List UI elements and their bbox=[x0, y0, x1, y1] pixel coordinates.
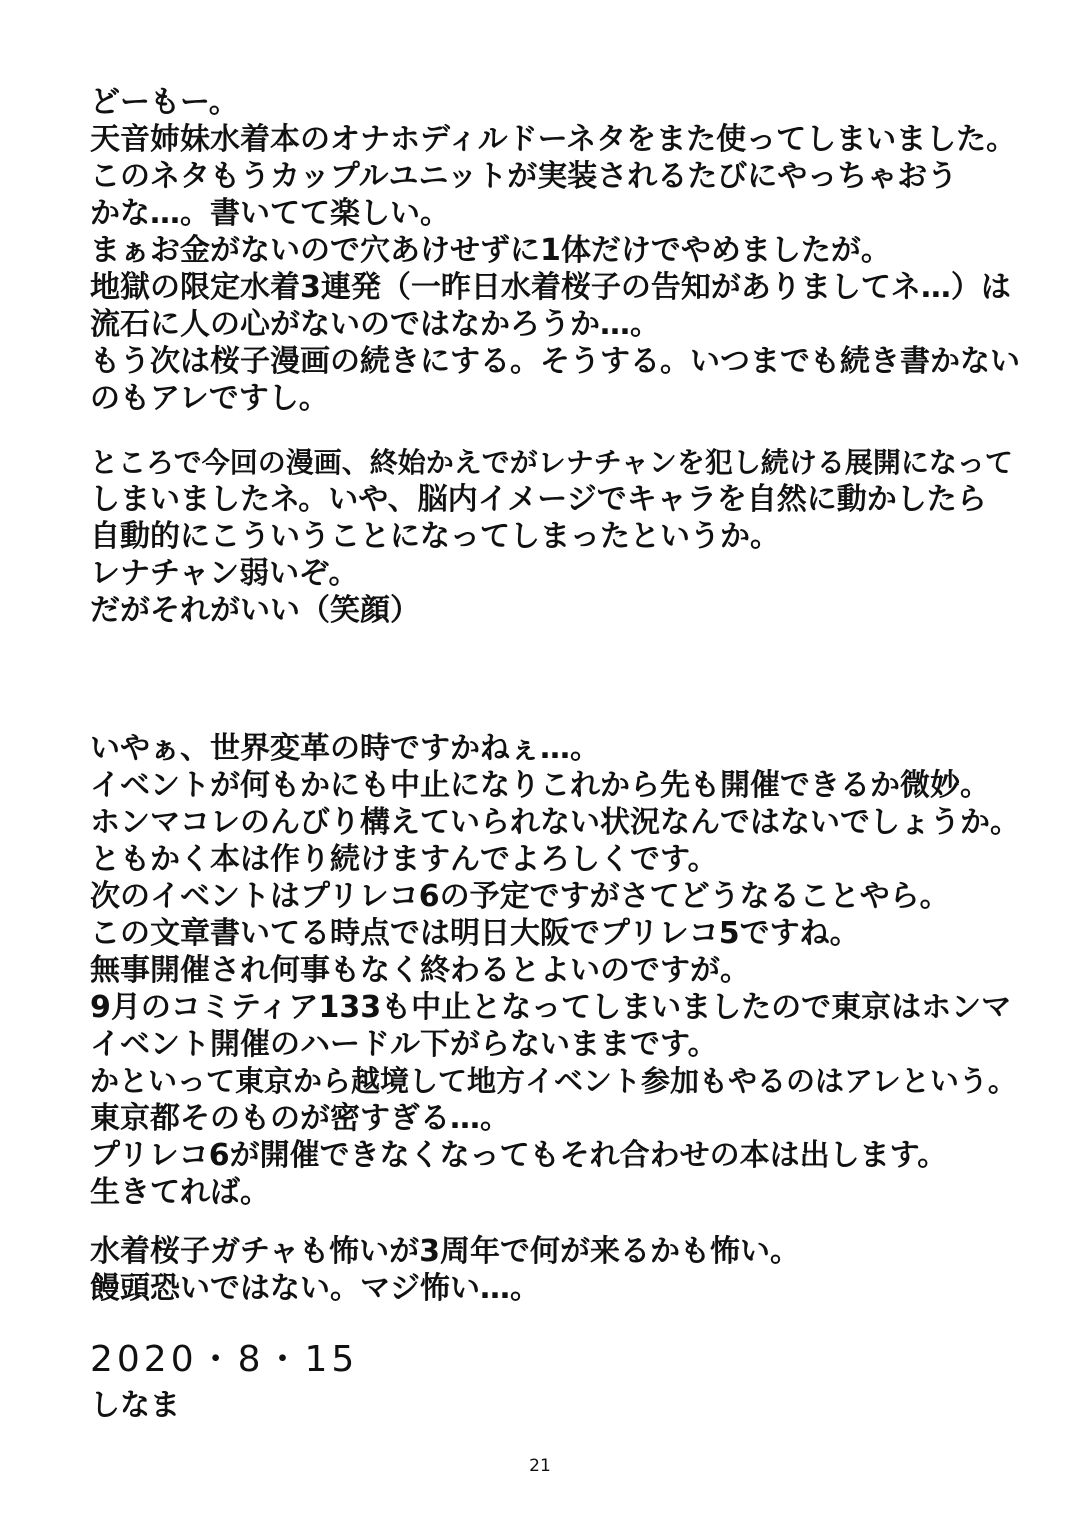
page-number: 21 bbox=[529, 1456, 551, 1476]
paragraph-events bbox=[90, 730, 1030, 1211]
text-line: イベント開催のハードル下がらないままです。 bbox=[90, 1027, 718, 1062]
text-line: 無事開催され何事もなく終わるとよいのですが。 bbox=[90, 953, 750, 988]
text-line: レナチャン弱いぞ。 bbox=[90, 556, 359, 591]
text-line: プリレコ6が開催できなくなってもそれ合わせの本は出します。 bbox=[90, 1138, 948, 1173]
text-line: しまいましたネ。いや、脳内イメージでキャラを自然に動かしたら bbox=[90, 482, 987, 517]
text-line: イベントが何もかにも中止になりこれから先も開催できるか微妙。 bbox=[90, 768, 990, 803]
text-line: もう次は桜子漫画の続きにする。そうする。いつまでも続き書かない bbox=[90, 344, 1020, 379]
paragraph-manga-comment bbox=[90, 444, 1030, 629]
text-line: 饅頭恐いではない。マジ怖い…。 bbox=[90, 1271, 540, 1306]
text-line: このネタもうカップルユニットが実装されるたびにやっちゃおう bbox=[90, 159, 958, 194]
text-line: 9月のコミティア133も中止となってしまいましたので東京はホンマ bbox=[90, 990, 1012, 1025]
text-line: のもアレですし。 bbox=[90, 381, 329, 416]
text-line: どーもー。 bbox=[90, 85, 239, 120]
text-line: ともかく本は作り続けますんでよろしくです。 bbox=[90, 842, 718, 877]
text-line: いやぁ、世界変革の時ですかねぇ…。 bbox=[90, 731, 600, 766]
text-line: 天音姉妹水着本のオナホディルドーネタをまた使ってしまいました。 bbox=[90, 122, 1017, 157]
text-line: 水着桜子ガチャも怖いが3周年で何が来るかも怖い。 bbox=[90, 1234, 800, 1269]
paragraph-greeting bbox=[90, 84, 1030, 417]
signature-author: しなま bbox=[90, 1388, 180, 1423]
text-line: かな…。書いてて楽しい。 bbox=[90, 196, 450, 231]
text-line: 自動的にこういうことになってしまったというか。 bbox=[90, 519, 780, 554]
text-line: 東京都そのものが密すぎる…。 bbox=[90, 1101, 510, 1136]
text-line: 流石に人の心がないのではなかろうか…。 bbox=[90, 307, 660, 342]
paragraph-gacha bbox=[90, 1233, 1030, 1307]
text-line: かといって東京から越境して地方イベント参加もやるのはアレという。 bbox=[90, 1064, 1017, 1098]
text-line: だがそれがいい（笑顔） bbox=[90, 593, 420, 628]
text-line: 生きてれば。 bbox=[90, 1175, 270, 1210]
signature-date: 2020・8・15 bbox=[90, 1339, 359, 1380]
text-line: 次のイベントはプリレコ6の予定ですがさてどうなることやら。 bbox=[90, 879, 950, 914]
text-line: 地獄の限定水着3連発（一昨日水着桜子の告知がありましてネ…）は bbox=[90, 270, 1011, 305]
text-line: ホンマコレのんびり構えていられない状況なんではないでしょうか。 bbox=[90, 805, 1020, 840]
text-line: この文章書いてる時点では明日大阪でプリレコ5ですね。 bbox=[90, 916, 860, 951]
text-line: まぁお金がないので穴あけせずに1体だけでやめましたが。 bbox=[90, 233, 891, 268]
text-line: ところで今回の漫画、終始かえでがレナチャンを犯し続ける展開になって bbox=[90, 446, 1013, 479]
